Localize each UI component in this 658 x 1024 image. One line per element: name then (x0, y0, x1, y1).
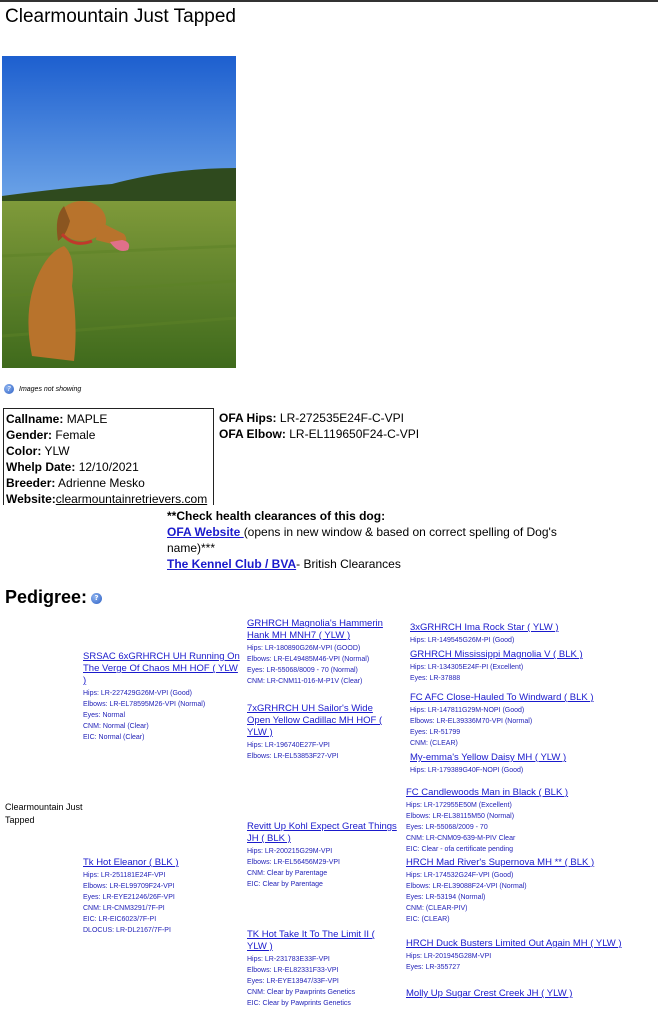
pedigree-dog-link[interactable]: SRSAC 6xGRHRCH UH Running On The Verge Of Chaos MH HOF ( YLW ) (83, 651, 240, 686)
ofa-website-note: (opens in new window & based on correct spelling of Dog's name)*** (167, 525, 557, 555)
pedigree-sire (83, 651, 240, 743)
gender-row: Gender: Female (6, 428, 96, 442)
pedigree-dam (83, 857, 240, 936)
clearance-line: CNM: Normal (Clear) (83, 723, 149, 730)
pedigree-dog-link[interactable]: HRCH Mad River's Supernova MH ** ( BLK ) (406, 857, 595, 868)
pedigree-ddd (406, 988, 650, 1001)
clearance-line: Elbows: LR-EL39088F24-VPI (Normal) (406, 883, 527, 890)
pedigree-subject: Clearmountain Just Tapped (5, 802, 83, 825)
ofa-hips-row: OFA Hips: LR-272535E24F-C-VPI (219, 411, 404, 425)
clearance-line: Eyes: LR-55068/2009 - 70 (406, 824, 488, 831)
clearance-line: Hips: LR-179389G40F-NOPI (Good) (410, 767, 524, 774)
pedigree-dss (406, 787, 650, 855)
clearance-line: Elbows: LR-EL56456M29-VPI (247, 859, 340, 866)
pedigree-sdd (410, 752, 650, 776)
clearance-line: Eyes: LR-37888 (410, 675, 461, 682)
dog-photo (2, 56, 236, 368)
clearance-line: Hips: LR-180890G26M-VPI (GOOD) (247, 645, 361, 652)
clearance-line: Hips: LR-172955E50M (Excellent) (406, 802, 512, 809)
pedigree-dam-sire (247, 821, 397, 890)
clearance-line: DLOCUS: LR-DL2167/7F-PI (83, 927, 171, 934)
clearance-line: Hips: LR-174532G24F-VPI (Good) (406, 872, 514, 879)
clearance-line: Elbows: LR-EL38115M50 (Normal) (406, 813, 515, 820)
whelp-date-row: Whelp Date: 12/10/2021 (6, 460, 139, 474)
pedigree-title: Pedigree: ? (5, 587, 102, 608)
ofa-elbow-row: OFA Elbow: LR-EL119650F24-C-VPI (219, 427, 420, 441)
pedigree-dog-link[interactable]: Tk Hot Eleanor ( BLK ) (83, 857, 179, 868)
website-row: Website:clearmountainretrievers.com (6, 492, 208, 506)
top-border (0, 0, 658, 2)
ofa-website-link[interactable]: OFA Website (167, 525, 244, 539)
help-icon[interactable]: ? (91, 593, 102, 604)
clearance-line: Elbows: LR-EL53853F27-VPI (247, 753, 339, 760)
breeder-row: Breeder: Adrienne Mesko (6, 476, 145, 490)
clearance-line: EIC: Clear by Parentage (247, 881, 323, 888)
kennel-club-link[interactable]: The Kennel Club / BVA (167, 557, 297, 571)
clearance-line: Hips: LR-134305E24F-PI (Excellent) (410, 664, 524, 671)
callname-row: Callname: MAPLE (6, 412, 108, 426)
pedigree-dog-link[interactable]: TK Hot Take It To The Limit II ( YLW ) (247, 929, 375, 952)
clearance-line: Eyes: LR-51799 (410, 729, 461, 736)
pedigree-dog-link[interactable]: Molly Up Sugar Crest Creek JH ( YLW ) (406, 988, 573, 999)
pedigree-dog-link[interactable]: FC Candlewoods Man in Black ( BLK ) (406, 787, 569, 798)
pedigree-sds (410, 692, 650, 749)
clearance-line: Eyes: LR-EYE21246/26F-VPI (83, 894, 175, 901)
clearance-line: CNM: (CLEAR) (410, 740, 458, 747)
clearance-line: CNM: LR-CNM11-016-M-P1V (Clear) (247, 678, 363, 685)
clearance-line: EIC: (CLEAR) (406, 916, 450, 923)
clearance-line: Hips: LR-196740E27F-VPI (247, 742, 330, 749)
pedigree-dog-link[interactable]: GRHRCH Magnolia's Hammerin Hank MH MNH7 ( YLW ) (247, 618, 383, 641)
clearance-line: Hips: LR-251181E24F-VPI (83, 872, 166, 879)
clearance-line: CNM: Clear by Pawprints Genetics (247, 989, 356, 996)
pedigree-sire-dam (247, 703, 397, 762)
clearance-line: CNM: Clear by Parentage (247, 870, 328, 877)
pedigree-dog-link[interactable]: FC AFC Close-Hauled To Windward ( BLK ) (410, 692, 594, 703)
website-link[interactable]: clearmountainretrievers.com (55, 492, 208, 506)
clearance-line: EIC: LR-EIC6023/7F-PI (83, 916, 157, 923)
clearance-line: Hips: LR-147811G29M-NOPI (Good) (410, 707, 525, 714)
health-heading: **Check health clearances of this dog: (167, 509, 386, 523)
health-clearances (167, 508, 607, 572)
clearance-line: Elbows: LR-EL39336M70-VPI (Normal) (410, 718, 533, 725)
pedigree-dog-link[interactable]: HRCH Duck Busters Limited Out Again MH ( YLW ) (406, 938, 622, 949)
clearance-line: EIC: Normal (Clear) (83, 734, 145, 741)
pedigree-dam-dam (247, 929, 397, 1009)
page-title: Clearmountain Just Tapped (5, 6, 236, 27)
clearance-line: Elbows: LR-EL99709F24-VPI (83, 883, 175, 890)
pedigree-ssd (410, 649, 650, 684)
dog-info-table (3, 408, 214, 505)
clearance-line: CNM: LR-CNM3291/7F-PI (83, 905, 165, 912)
clearance-line: Hips: LR-227429G26M-VPI (Good) (83, 690, 192, 697)
clearance-line: Hips: LR-200215G29M-VPI (247, 848, 333, 855)
pedigree-dog-link[interactable]: 7xGRHRCH UH Sailor's Wide Open Yellow Cadillac MH HOF ( YLW ) (247, 703, 383, 738)
clearance-line: Elbows: LR-EL82331F33-VPI (247, 967, 339, 974)
pedigree-dog-link[interactable]: GRHRCH Mississippi Magnolia V ( BLK ) (410, 649, 583, 660)
color-row: Color: YLW (6, 444, 70, 458)
clearance-line: Eyes: LR-53194 (Normal) (406, 894, 486, 901)
help-icon[interactable]: ? (4, 384, 14, 394)
clearance-line: CNM: LR-CNM09-639-M-PIV Clear (406, 835, 516, 842)
pedigree-dog-link[interactable]: Revitt Up Kohl Expect Great Things JH ( BLK ) (247, 821, 397, 844)
pedigree-sire-sire (247, 618, 397, 687)
pedigree-dog-link[interactable]: My-emma's Yellow Daisy MH ( YLW ) (410, 752, 567, 763)
clearance-line: Hips: LR-201945G28M-VPI (406, 953, 492, 960)
kennel-club-note: - British Clearances (296, 557, 401, 571)
clearance-line: Eyes: Normal (83, 712, 126, 719)
clearance-line: Hips: LR-231783E33F-VPI (247, 956, 330, 963)
clearance-line: Elbows: LR-EL49485M46-VPI (Normal) (247, 656, 370, 663)
pedigree-dsd (406, 857, 650, 925)
ofa-info (219, 410, 419, 442)
clearance-line: Eyes: LR-355727 (406, 964, 461, 971)
clearance-line: Eyes: LR-EYE13947/33F-VPI (247, 978, 339, 985)
clearance-line: Hips: LR-149545G26M-PI (Good) (410, 637, 515, 644)
images-not-showing-note[interactable]: ? Images not showing (4, 384, 81, 394)
pedigree-dog-link[interactable]: 3xGRHRCH Ima Rock Star ( YLW ) (410, 622, 559, 633)
pedigree-dds (406, 938, 650, 973)
pedigree-sss (410, 622, 650, 646)
clearance-line: Eyes: LR-55068/8009 - 70 (Normal) (247, 667, 358, 674)
clearance-line: Elbows: LR-EL78595M26-VPI (Normal) (83, 701, 206, 708)
clearance-line: CNM: (CLEAR-PIV) (406, 905, 468, 912)
clearance-line: EIC: Clear by Pawprints Genetics (247, 1000, 351, 1007)
clearance-line: EIC: Clear - ofa certificate pending (406, 846, 513, 853)
